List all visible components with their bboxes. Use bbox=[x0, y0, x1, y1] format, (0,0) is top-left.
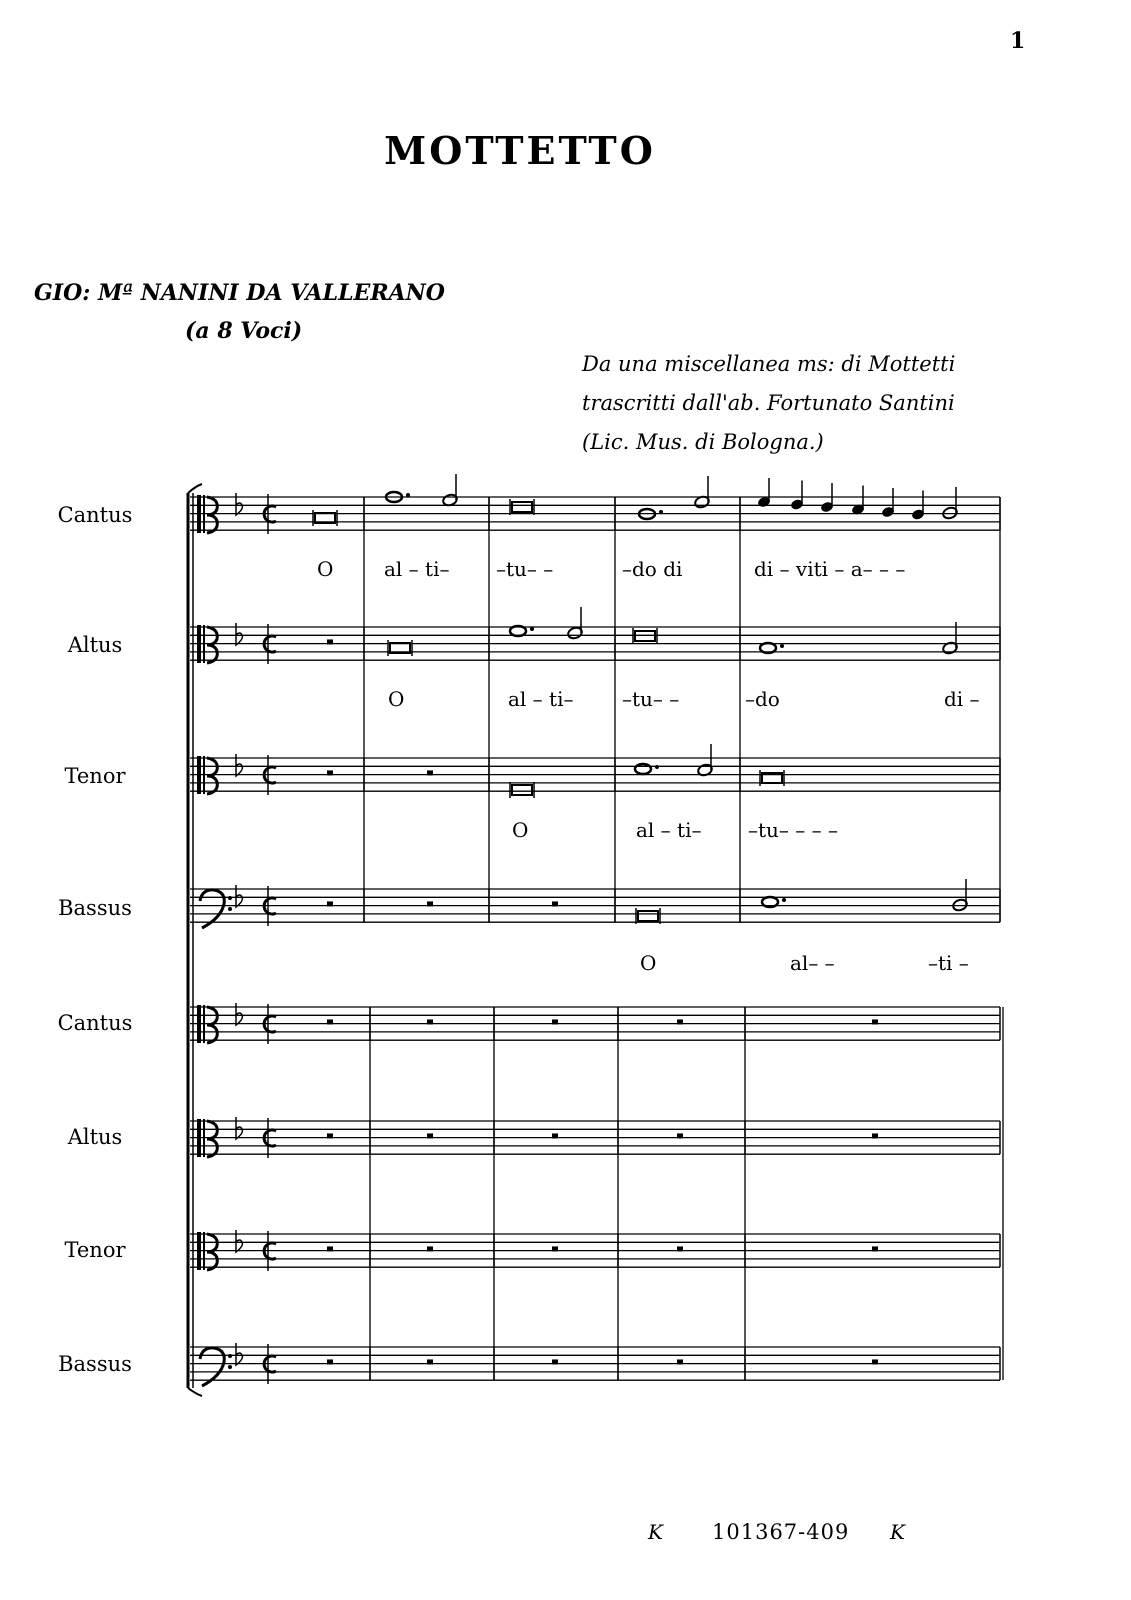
c-clef-icon bbox=[203, 1119, 205, 1157]
flat-sign-icon bbox=[236, 1003, 242, 1025]
rest-icon bbox=[327, 1133, 333, 1138]
lyric-syllable: –tu– – bbox=[622, 687, 680, 711]
c-clef-icon bbox=[207, 1121, 217, 1157]
f-clef-icon bbox=[228, 896, 232, 900]
dot-icon bbox=[406, 493, 410, 497]
rest-icon bbox=[327, 770, 333, 775]
flat-sign-icon bbox=[236, 1343, 242, 1365]
c-clef-icon bbox=[203, 756, 205, 794]
rest-icon bbox=[327, 1359, 333, 1364]
part-label-cantus-2: Cantus bbox=[57, 1011, 133, 1035]
lyric-syllable: O bbox=[317, 557, 334, 581]
c-clef-icon bbox=[203, 495, 205, 533]
part-label-altus-2: Altus bbox=[67, 1125, 123, 1149]
lyric-syllable: al– – bbox=[790, 951, 835, 975]
rest-icon bbox=[552, 1019, 558, 1024]
rest-icon bbox=[427, 1359, 433, 1364]
rest-icon bbox=[552, 901, 558, 906]
rest-icon bbox=[427, 1019, 433, 1024]
dot-icon bbox=[530, 627, 534, 631]
lyric-syllable: O bbox=[640, 951, 657, 975]
rest-icon bbox=[427, 1246, 433, 1251]
system-bracket bbox=[188, 484, 202, 493]
lyric-syllable: O bbox=[388, 687, 405, 711]
plate-number: 101367-409 bbox=[712, 1520, 850, 1544]
rest-icon bbox=[327, 1019, 333, 1024]
rest-icon bbox=[677, 1246, 683, 1251]
c-clef-icon bbox=[197, 756, 201, 794]
flat-sign-icon bbox=[236, 1117, 242, 1139]
lyric-syllable: di – viti – a– – – bbox=[754, 557, 906, 581]
c-clef-icon bbox=[207, 758, 217, 794]
footer-mark-left: K bbox=[648, 1520, 663, 1544]
c-clef-icon bbox=[203, 625, 205, 663]
breve-note-icon bbox=[512, 785, 532, 795]
breve-note-icon bbox=[635, 631, 655, 641]
lyric-syllable: al – ti– bbox=[384, 557, 450, 581]
rest-icon bbox=[872, 1019, 878, 1024]
page-number: 1 bbox=[1010, 28, 1026, 54]
rest-icon bbox=[327, 1246, 333, 1251]
rest-icon bbox=[427, 1133, 433, 1138]
part-label-bassus-2: Bassus bbox=[58, 1352, 132, 1376]
voices-note: (a 8 Voci) bbox=[185, 318, 303, 344]
f-clef-icon bbox=[228, 1365, 232, 1369]
c-clef-icon bbox=[203, 1005, 205, 1043]
c-clef-icon bbox=[197, 495, 201, 533]
f-clef-icon bbox=[228, 907, 232, 911]
system-bracket bbox=[188, 1388, 202, 1396]
part-label-cantus-1: Cantus bbox=[57, 503, 133, 527]
lyric-syllable: al – ti– bbox=[508, 687, 574, 711]
lyric-syllable: –do di bbox=[622, 557, 683, 581]
lyric-syllable: –ti – bbox=[928, 951, 969, 975]
dot-icon bbox=[780, 644, 784, 648]
source-line: trascritti dall'ab. Fortunato Santini bbox=[582, 391, 955, 415]
c-clef-icon bbox=[207, 1234, 217, 1270]
flat-sign-icon bbox=[236, 493, 242, 515]
rest-icon bbox=[327, 901, 333, 906]
rest-icon bbox=[552, 1359, 558, 1364]
whole-note-icon bbox=[635, 764, 651, 774]
flat-sign-icon bbox=[236, 754, 242, 776]
lyric-syllable: al – ti– bbox=[636, 818, 702, 842]
rest-icon bbox=[872, 1133, 878, 1138]
rest-icon bbox=[677, 1133, 683, 1138]
source-line: (Lic. Mus. di Bologna.) bbox=[582, 430, 824, 454]
lyric-syllable: di – bbox=[944, 687, 980, 711]
part-label-tenor-1: Tenor bbox=[64, 764, 126, 788]
rest-icon bbox=[327, 639, 333, 644]
f-clef-icon bbox=[228, 1354, 232, 1358]
dot-icon bbox=[659, 510, 663, 514]
c-clef-icon bbox=[203, 1232, 205, 1270]
c-clef-icon bbox=[197, 1119, 201, 1157]
rest-icon bbox=[552, 1133, 558, 1138]
dot-icon bbox=[655, 765, 659, 769]
rest-icon bbox=[872, 1359, 878, 1364]
rest-icon bbox=[677, 1359, 683, 1364]
c-clef-icon bbox=[207, 497, 217, 533]
lyric-syllable: –tu– – – – bbox=[748, 818, 838, 842]
footer-mark-right: K bbox=[890, 1520, 905, 1544]
page-title: MOTTETTO bbox=[384, 128, 656, 173]
lyric-syllable: –tu– – bbox=[496, 557, 554, 581]
breve-note-icon bbox=[638, 911, 658, 921]
breve-note-icon bbox=[512, 502, 532, 512]
flat-sign-icon bbox=[236, 1230, 242, 1252]
c-clef-icon bbox=[197, 1005, 201, 1043]
source-line: Da una miscellanea ms: di Mottetti bbox=[582, 352, 956, 376]
lyric-syllable: O bbox=[512, 818, 529, 842]
rest-icon bbox=[427, 770, 433, 775]
flat-sign-icon bbox=[236, 885, 242, 907]
c-clef-icon bbox=[207, 1007, 217, 1043]
rest-icon bbox=[427, 901, 433, 906]
flat-sign-icon bbox=[236, 623, 242, 645]
c-clef-icon bbox=[197, 1232, 201, 1270]
c-clef-icon bbox=[197, 625, 201, 663]
rest-icon bbox=[552, 1246, 558, 1251]
part-label-altus-1: Altus bbox=[67, 633, 123, 657]
c-clef-icon bbox=[207, 627, 217, 663]
part-label-bassus-1: Bassus bbox=[58, 896, 132, 920]
dot-icon bbox=[782, 898, 786, 902]
part-label-tenor-2: Tenor bbox=[64, 1238, 126, 1262]
rest-icon bbox=[677, 1019, 683, 1024]
lyric-syllable: –do bbox=[745, 687, 780, 711]
rest-icon bbox=[872, 1246, 878, 1251]
composer-name: GIO: Mª NANINI DA VALLERANO bbox=[34, 280, 445, 306]
